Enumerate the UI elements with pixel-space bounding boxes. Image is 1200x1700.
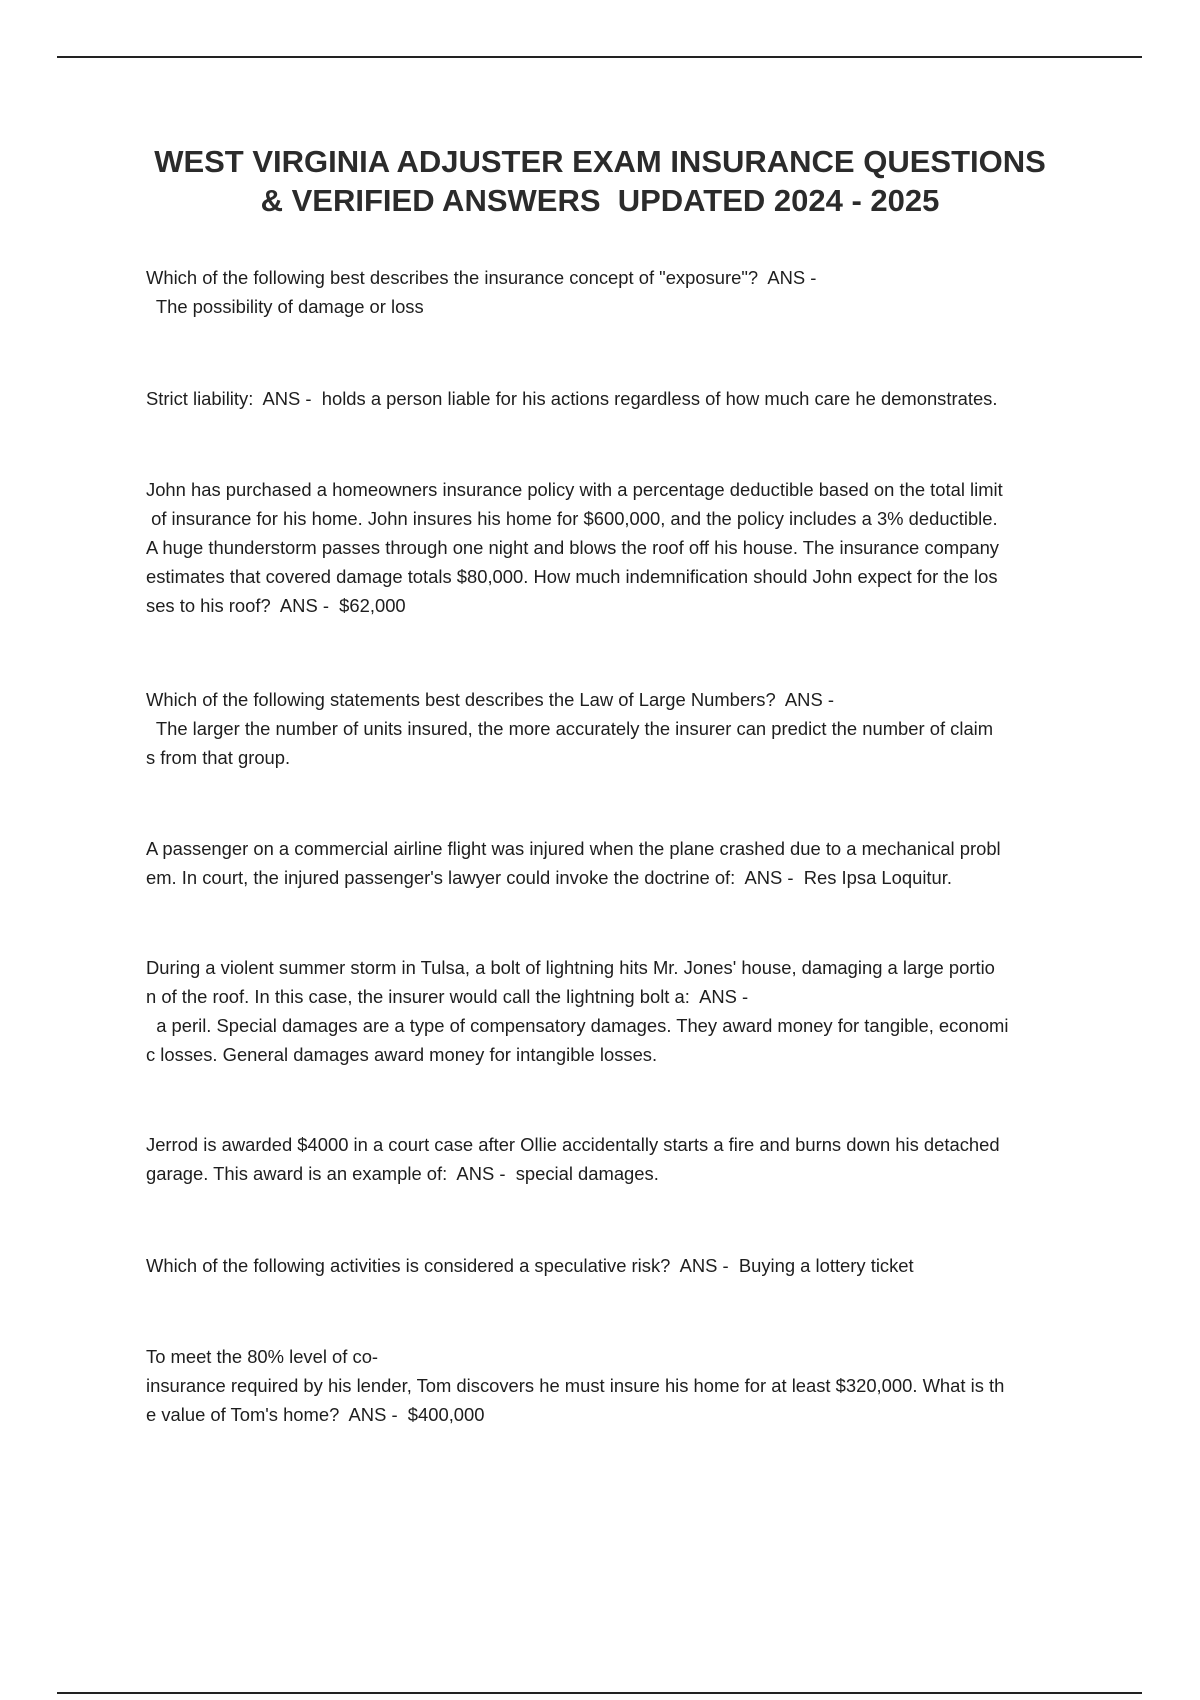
bottom-rule [57,1692,1142,1694]
qa-item-res-ipsa-loquitur [146,834,1096,892]
qa-line: garage. This award is an example of: ANS - special damages. [146,1163,659,1184]
qa-line: insurance required by his lender, Tom discovers he must insure his home for at least $320,000. What is th [146,1375,1005,1396]
qa-line: Jerrod is awarded $4000 in a court case after Ollie accidentally starts a fire and burns down his detached [146,1134,1000,1155]
qa-item-law-of-large-numbers [146,685,1096,772]
qa-line: em. In court, the injured passenger's lawyer could invoke the doctrine of: ANS - Res Ipsa Loquitur. [146,867,952,888]
qa-line: ses to his roof? ANS - $62,000 [146,595,406,616]
qa-item-coinsurance [146,1342,1096,1429]
qa-line: a peril. Special damages are a type of compensatory damages. They award money for tangible, economi [146,1015,1009,1036]
qa-line: c losses. General damages award money for intangible losses. [146,1044,658,1065]
qa-line: Which of the following activities is considered a speculative risk? ANS - Buying a lottery ticket [146,1255,914,1276]
qa-item-strict-liability [146,384,1096,413]
qa-item-peril [146,953,1096,1069]
qa-line: s from that group. [146,747,291,768]
qa-item-special-damages [146,1130,1096,1188]
qa-item-percentage-deductible [146,475,1096,620]
qa-line: n of the roof. In this case, the insurer would call the lightning bolt a: ANS - [146,986,749,1007]
qa-line: e value of Tom's home? ANS - $400,000 [146,1404,485,1425]
qa-line: A huge thunderstorm passes through one night and blows the roof off his house. The insurance company [146,537,999,558]
qa-line: A passenger on a commercial airline flight was injured when the plane crashed due to a mechanical probl [146,838,1001,859]
qa-line: John has purchased a homeowners insurance policy with a percentage deductible based on the total limit [146,479,1003,500]
qa-line: Which of the following best describes the insurance concept of "exposure"? ANS - [146,267,817,288]
qa-item-exposure [146,263,1096,321]
title-line: & VERIFIED ANSWERS UPDATED 2024 - 2025 [260,183,940,218]
qa-line: The larger the number of units insured, the more accurately the insurer can predict the number of claim [146,718,994,739]
qa-line: The possibility of damage or loss [146,296,424,317]
qa-line: estimates that covered damage totals $80,000. How much indemnification should John expect for the los [146,566,998,587]
qa-line: Which of the following statements best describes the Law of Large Numbers? ANS - [146,689,834,710]
title-line: WEST VIRGINIA ADJUSTER EXAM INSURANCE QUESTIONS [154,144,1046,179]
qa-item-speculative-risk [146,1251,1096,1280]
document-title [100,142,1100,220]
qa-line: Strict liability: ANS - holds a person liable for his actions regardless of how much care he demonstrates. [146,388,998,409]
qa-line: of insurance for his home. John insures his home for $600,000, and the policy includes a 3% deductible. [146,508,998,529]
qa-line: During a violent summer storm in Tulsa, a bolt of lightning hits Mr. Jones' house, damaging a large portio [146,957,995,978]
top-rule [57,56,1142,58]
qa-line: To meet the 80% level of co- [146,1346,379,1367]
